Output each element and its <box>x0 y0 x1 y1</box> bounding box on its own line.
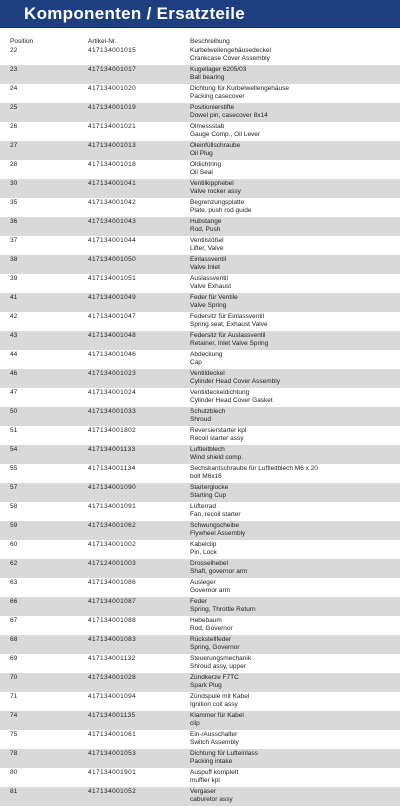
table-row <box>0 521 400 540</box>
row-position: 36 <box>10 218 18 225</box>
row-position: 44 <box>10 351 18 358</box>
row-position: 55 <box>10 465 18 472</box>
row-position: 62 <box>10 560 18 567</box>
row-position: 26 <box>10 123 18 130</box>
description-german: Steuerungsmechanik <box>190 655 252 662</box>
table-row <box>0 65 400 84</box>
row-description <box>190 161 395 177</box>
table-row <box>0 559 400 578</box>
description-english: Valve Inlet <box>190 264 220 271</box>
row-article-number: 417134001090 <box>88 484 137 491</box>
description-english: Dowel pin, casecover 8x14 <box>190 112 268 119</box>
row-position: 69 <box>10 655 18 662</box>
table-row <box>0 692 400 711</box>
description-german: Federsitz für Auslassventil <box>190 332 266 339</box>
row-description <box>190 389 395 405</box>
row-article-number: 417134001002 <box>88 541 137 548</box>
row-article-number: 417134001028 <box>88 674 137 681</box>
row-position: 46 <box>10 370 18 377</box>
row-description <box>190 256 395 272</box>
row-description <box>190 294 395 310</box>
row-description <box>190 598 395 614</box>
row-description <box>190 218 395 234</box>
description-german: Vergaser <box>190 788 217 795</box>
table-row <box>0 711 400 730</box>
description-german: Auspuff komplett <box>190 769 239 776</box>
table-row <box>0 293 400 312</box>
row-position: 23 <box>10 66 18 73</box>
description-english: Valve Spring <box>190 302 227 309</box>
row-position: 66 <box>10 598 18 605</box>
row-article-number: 417134001033 <box>88 408 137 415</box>
row-description <box>190 427 395 443</box>
description-german: Ventildeckel <box>190 370 225 377</box>
row-description <box>190 199 395 215</box>
description-english: Governor arm <box>190 587 231 594</box>
row-description <box>190 85 395 101</box>
row-article-number: 417134001018 <box>88 161 137 168</box>
description-english: Shroud assy, upper <box>190 663 246 670</box>
row-position: 71 <box>10 693 18 700</box>
table-row <box>0 217 400 236</box>
description-english: Shroud <box>190 416 211 423</box>
row-description <box>190 788 395 804</box>
row-description <box>190 693 395 709</box>
description-english: clip <box>190 720 200 727</box>
description-english: Fan, recoil starter <box>190 511 241 518</box>
description-english: Wind shield comp. <box>190 454 244 461</box>
description-german: Einlassventil <box>190 256 227 263</box>
description-english: Valve Exhaust <box>190 283 232 290</box>
table-row <box>0 426 400 445</box>
row-description <box>190 769 395 785</box>
row-position: 80 <box>10 769 18 776</box>
row-position: 42 <box>10 313 18 320</box>
description-german: Dichtung für Kurbelwellengehäuse <box>190 85 290 92</box>
row-position: 50 <box>10 408 18 415</box>
description-english: Valve rocker assy <box>190 188 241 195</box>
description-english: Spark Plug <box>190 682 222 689</box>
table-row <box>0 616 400 635</box>
row-position: 74 <box>10 712 18 719</box>
row-position: 51 <box>10 427 18 434</box>
description-german: Dichtung für Lufteinlass <box>190 750 258 757</box>
description-german: Kabelclip <box>190 541 217 548</box>
row-description <box>190 731 395 747</box>
row-article-number: 417134001047 <box>88 313 137 320</box>
description-german: Reversierstarter kpl <box>190 427 247 434</box>
description-german: Ventildeckeldichtung <box>190 389 250 396</box>
row-article-number: 417134001053 <box>88 750 137 757</box>
row-article-number: 417134001013 <box>88 142 137 149</box>
row-description <box>190 465 395 481</box>
row-description <box>190 617 395 633</box>
row-article-number: 417134001088 <box>88 617 137 624</box>
description-german: Kurbelwellengehäusedeckel <box>190 47 271 54</box>
row-article-number: 417134001802 <box>88 427 137 434</box>
row-description <box>190 332 395 348</box>
row-position: 60 <box>10 541 18 548</box>
row-article-number: 417124001003 <box>88 560 137 567</box>
description-english: Cylinder Head Cover Gasket <box>190 397 273 404</box>
row-position: 22 <box>10 47 18 54</box>
row-article-number: 417134001091 <box>88 503 137 510</box>
description-german: Ein-/Ausschalter <box>190 731 238 738</box>
description-german: Ventilkipphebel <box>190 180 234 187</box>
description-english: Recoil starter assy <box>190 435 244 442</box>
description-english: Pin, Lock <box>190 549 217 556</box>
table-row <box>0 122 400 141</box>
row-article-number: 417134001086 <box>88 579 137 586</box>
row-article-number: 417134001094 <box>88 693 137 700</box>
description-german: Begrenzungsplatte <box>190 199 245 206</box>
row-article-number: 417134001135 <box>88 712 136 719</box>
table-row <box>0 160 400 179</box>
row-description <box>190 560 395 576</box>
table-row <box>0 654 400 673</box>
table-row <box>0 464 400 483</box>
description-english: caburetor assy <box>190 796 233 803</box>
description-german: Feder <box>190 598 207 605</box>
description-german: Zündkerze F7TC <box>190 674 239 681</box>
row-description <box>190 579 395 595</box>
table-row <box>0 730 400 749</box>
table-row <box>0 445 400 464</box>
row-position: 57 <box>10 484 18 491</box>
description-english: Rod, Governor <box>190 625 233 632</box>
description-german: Feder für Ventile <box>190 294 238 301</box>
table-row <box>0 141 400 160</box>
description-english: Switch Assembly <box>190 739 239 746</box>
row-description <box>190 313 395 329</box>
table-row <box>0 369 400 388</box>
description-german: Schutzblech <box>190 408 226 415</box>
description-german: Positionierstifte <box>190 104 235 111</box>
row-position: 78 <box>10 750 18 757</box>
row-position: 28 <box>10 161 18 168</box>
row-description <box>190 104 395 120</box>
description-german: Hebebaum <box>190 617 222 624</box>
row-description <box>190 180 395 196</box>
row-position: 68 <box>10 636 18 643</box>
description-german: Federsitz für Einlassventil <box>190 313 265 320</box>
table-row <box>0 673 400 692</box>
description-german: Kugellager 6205/03 <box>190 66 247 73</box>
description-german: Zündspule mit Kabel <box>190 693 250 700</box>
description-german: Schwungscheibe <box>190 522 240 529</box>
table-row <box>0 274 400 293</box>
row-position: 47 <box>10 389 18 396</box>
table-row <box>0 407 400 426</box>
description-english: Cylinder Head Cover Assembly <box>190 378 280 385</box>
table-row <box>0 540 400 559</box>
description-german: Öleinfüllschraube <box>190 142 241 149</box>
description-english: Crankcase Cover Assembly <box>190 55 270 62</box>
row-description <box>190 275 395 291</box>
table-row <box>0 84 400 103</box>
description-english: Retainer, Inlet Valve Spring <box>190 340 269 347</box>
row-article-number: 417134001050 <box>88 256 137 263</box>
row-position: 43 <box>10 332 18 339</box>
description-german: Rückstellfeder <box>190 636 232 643</box>
table-row <box>0 483 400 502</box>
description-english: Spring, Governor <box>190 644 240 651</box>
description-german: Ölmessstab <box>190 123 225 130</box>
header-article-number: Artikel-Nr. <box>88 38 117 45</box>
description-english: bolt M6x16 <box>190 473 222 480</box>
row-description <box>190 446 395 462</box>
page-title: Komponenten / Ersatzteile <box>24 4 245 23</box>
description-german: Öldichtring <box>190 161 222 168</box>
description-german: Hubstange <box>190 218 222 225</box>
table-row <box>0 236 400 255</box>
row-description <box>190 351 395 367</box>
row-description <box>190 408 395 424</box>
table-row <box>0 312 400 331</box>
header-position: Position <box>10 38 34 45</box>
description-german: Ventilstößel <box>190 237 224 244</box>
description-german: Luftleitblech <box>190 446 225 453</box>
row-article-number: 417134001020 <box>88 85 137 92</box>
row-description <box>190 750 395 766</box>
row-position: 41 <box>10 294 18 301</box>
table-row <box>0 502 400 521</box>
row-position: 27 <box>10 142 18 149</box>
row-position: 70 <box>10 674 18 681</box>
row-article-number: 417134001015 <box>88 47 137 54</box>
table-row <box>0 198 400 217</box>
row-article-number: 417134001024 <box>88 389 137 396</box>
row-article-number: 417134001051 <box>88 275 137 282</box>
row-description <box>190 66 395 82</box>
table-row <box>0 255 400 274</box>
row-position: 75 <box>10 731 18 738</box>
row-description <box>190 522 395 538</box>
description-german: Auslassventil <box>190 275 228 282</box>
row-article-number: 417134001061 <box>88 731 137 738</box>
row-position: 59 <box>10 522 18 529</box>
table-row <box>0 787 400 806</box>
row-position: 37 <box>10 237 18 244</box>
table-row <box>0 597 400 616</box>
row-description <box>190 123 395 139</box>
row-position: 58 <box>10 503 18 510</box>
row-article-number: 417134001017 <box>88 66 137 73</box>
description-english: Shaft, governor arm <box>190 568 248 575</box>
row-description <box>190 674 395 690</box>
table-row <box>0 635 400 654</box>
description-english: Starting Cup <box>190 492 227 499</box>
row-position: 25 <box>10 104 18 111</box>
table-row <box>0 578 400 597</box>
description-german: Ausleger <box>190 579 216 586</box>
description-english: Plate, push rod guide <box>190 207 252 214</box>
row-position: 38 <box>10 256 18 263</box>
row-article-number: 417134001041 <box>88 180 137 187</box>
row-article-number: 417134001901 <box>88 769 137 776</box>
row-article-number: 417134001052 <box>88 788 137 795</box>
description-english: Lifter, Valve <box>190 245 224 252</box>
description-english: Ball bearing <box>190 74 225 81</box>
description-german: Sechskantschraube für Luftleitblech M6 x 20 <box>190 465 318 472</box>
row-position: 24 <box>10 85 18 92</box>
table-row <box>0 46 400 65</box>
table-row <box>0 103 400 122</box>
row-position: 67 <box>10 617 18 624</box>
title-bar <box>0 0 400 28</box>
description-german: Starterglocke <box>190 484 229 491</box>
description-english: Ignition coil assy <box>190 701 238 708</box>
row-description <box>190 636 395 652</box>
row-article-number: 417134001049 <box>88 294 137 301</box>
table-row <box>0 350 400 369</box>
description-english: Spring, Throttle Return <box>190 606 256 613</box>
description-english: Gauge Comp., Oil Lever <box>190 131 261 138</box>
row-article-number: 417134001046 <box>88 351 137 358</box>
description-german: Drosselhebel <box>190 560 228 567</box>
row-position: 63 <box>10 579 18 586</box>
row-article-number: 417134001023 <box>88 370 137 377</box>
row-description <box>190 655 395 671</box>
row-article-number: 417134001048 <box>88 332 137 339</box>
description-english: Cap <box>190 359 202 366</box>
row-position: 54 <box>10 446 18 453</box>
row-description <box>190 712 395 728</box>
row-article-number: 417134001043 <box>88 218 137 225</box>
row-description <box>190 503 395 519</box>
row-position: 81 <box>10 788 18 795</box>
row-article-number: 417134001044 <box>88 237 137 244</box>
row-article-number: 417134001019 <box>88 104 137 111</box>
header-description: Beschreibung <box>190 38 230 45</box>
table-row <box>0 768 400 787</box>
row-article-number: 417134001132 <box>88 655 136 662</box>
table-row <box>0 749 400 768</box>
row-description <box>190 541 395 557</box>
row-article-number: 417134001021 <box>88 123 137 130</box>
row-description <box>190 237 395 253</box>
description-english: Oil Plug <box>190 150 213 157</box>
table-row <box>0 388 400 407</box>
row-article-number: 417134001087 <box>88 598 137 605</box>
description-english: Packing intake <box>190 758 233 765</box>
row-description <box>190 484 395 500</box>
description-english: Flywheel Assembly <box>190 530 246 537</box>
row-article-number: 417134001042 <box>88 199 137 206</box>
description-english: muffler kpl <box>190 777 220 784</box>
description-german: Lüfterrad <box>190 503 217 510</box>
parts-table <box>0 46 400 806</box>
row-article-number: 417134001133 <box>88 446 136 453</box>
table-row <box>0 179 400 198</box>
row-article-number: 417134001134 <box>88 465 136 472</box>
row-position: 30 <box>10 180 18 187</box>
description-english: Rod, Push <box>190 226 221 233</box>
description-english: Packing casecover <box>190 93 245 100</box>
table-row <box>0 331 400 350</box>
description-english: Spring seat, Exhaust Valve <box>190 321 268 328</box>
row-article-number: 417134001062 <box>88 522 137 529</box>
row-position: 35 <box>10 199 18 206</box>
description-english: Oil Seal <box>190 169 213 176</box>
description-german: Abdeckung <box>190 351 223 358</box>
row-article-number: 417134001083 <box>88 636 137 643</box>
row-position: 39 <box>10 275 18 282</box>
row-description <box>190 47 395 63</box>
row-description <box>190 370 395 386</box>
row-description <box>190 142 395 158</box>
description-german: Klammer für Kabel <box>190 712 244 719</box>
